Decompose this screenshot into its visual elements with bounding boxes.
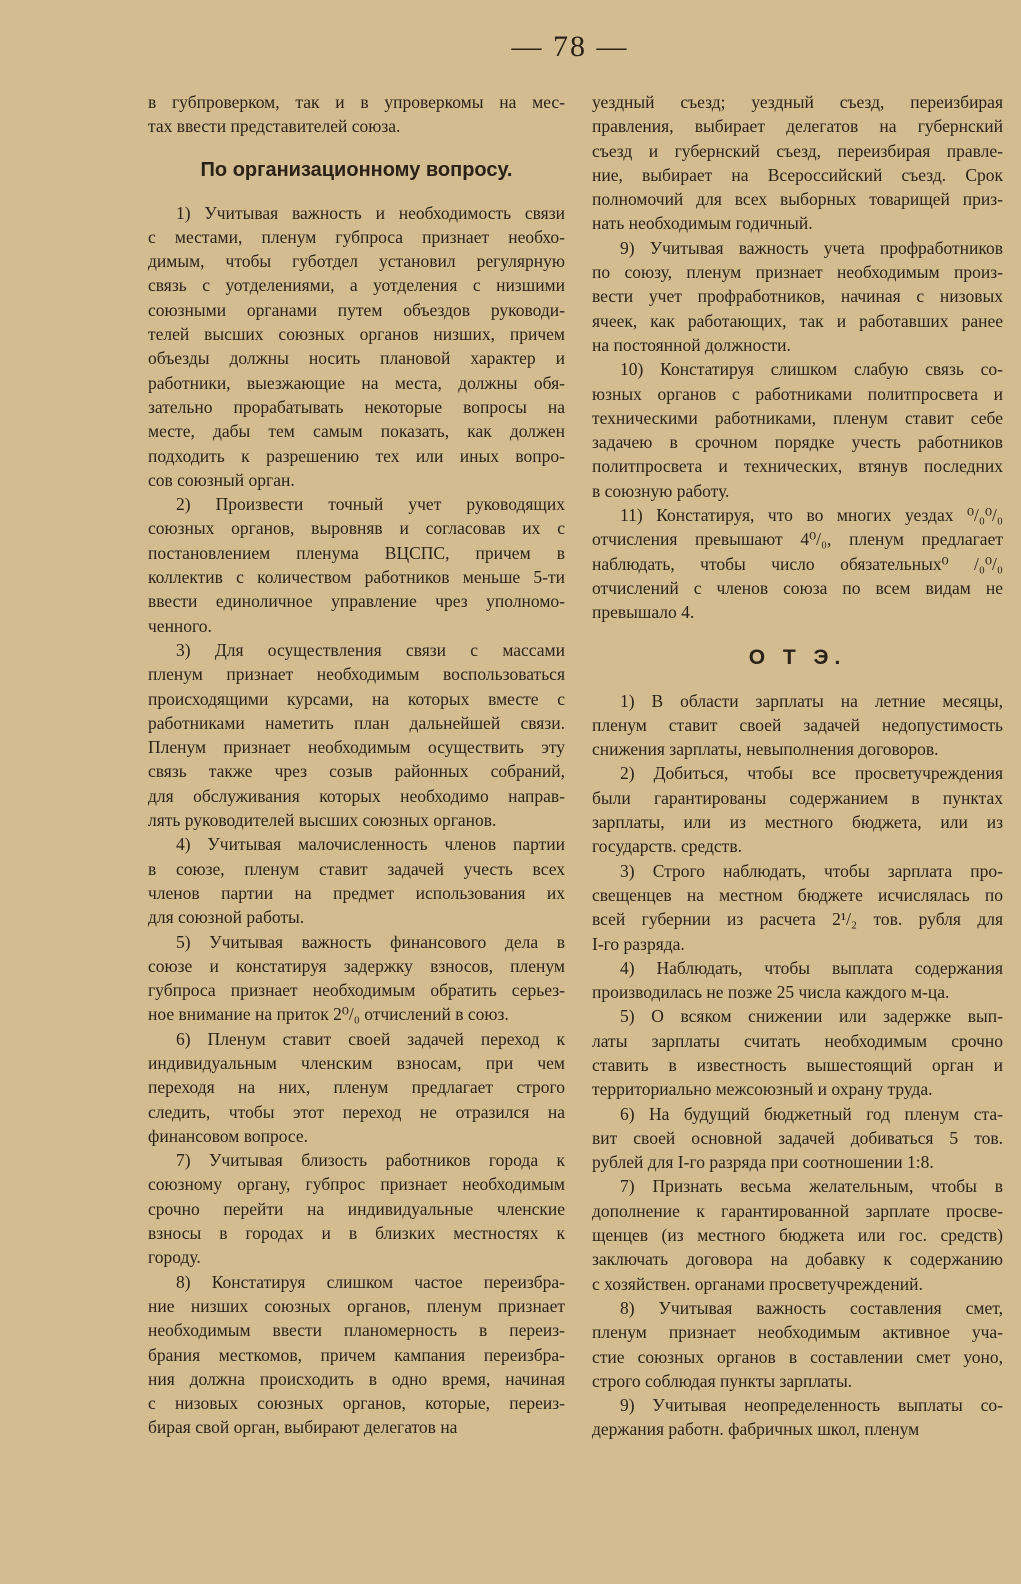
text-line: с низовых союзных органов, которые, переиз- (148, 1393, 565, 1414)
paragraph (592, 90, 1003, 236)
text-line: снижения зарплаты, невыполнения договоров. (592, 739, 939, 760)
text-line: отчислений с членов союза по всем видам не (592, 577, 1003, 598)
text-line: производилась не позже 25 числа каждого м-ца. (592, 982, 950, 1003)
text-line: членов партии на предмет использования их (148, 882, 565, 903)
paragraph (148, 1270, 565, 1440)
paragraph (592, 1004, 1003, 1101)
text-line: 8) Констатируя слишком частое переизбра- (176, 1271, 565, 1292)
text-line: связь также чрез созыв районных собраний, (148, 761, 565, 782)
text-line: происходящими курсами, на которых вместе с (148, 688, 565, 709)
text-line: государств. средств. (592, 836, 742, 857)
section-heading: По организационному вопросу. (200, 158, 513, 181)
text-line: городу. (148, 1247, 201, 1268)
left-column (148, 90, 565, 1440)
paragraph (592, 1174, 1003, 1295)
paragraph (592, 859, 1003, 956)
text-line: 4) Наблюдать, чтобы выплата содержания (620, 957, 1003, 978)
text-line: задачею в срочном порядке учесть работников (592, 432, 1003, 453)
text-line: постановлением пленума ВЦСПС, причем в (148, 542, 565, 563)
text-line: ние, выбирает на Всероссийский съезд. Срок (592, 164, 1003, 185)
text-line: Пленум признает необходимым осуществить эту (148, 737, 565, 758)
paragraph (592, 1296, 1003, 1393)
text-line: отчисления превышают 4⁰/₀, пленум предлагает (592, 529, 1003, 550)
paragraph (592, 761, 1003, 858)
text-line: заключать договора на добавку к содержанию (592, 1249, 1003, 1270)
text-line: пленум признает необходимым активное уча- (592, 1322, 1003, 1343)
text-line: следить, чтобы этот переход не отразился на (148, 1101, 565, 1122)
text-line: техническими работниками, пленум ставит себе (592, 407, 1003, 428)
text-line: 7) Учитывая близость работников города к (176, 1150, 565, 1171)
text-line: нать необходимым годичный. (592, 213, 813, 234)
text-line: в губпроверком, так и в упроверкомы на мес- (148, 92, 565, 112)
text-line: уездный съезд; уездный съезд, переизбирая (592, 92, 1003, 112)
paragraph (148, 90, 565, 139)
text-line: союзному органу, губпрос признает необходимым (148, 1174, 565, 1195)
text-line: вит своей основной задачей добиваться 5 тов. (592, 1127, 1003, 1148)
text-line: 9) Учитывая неопределенность выплаты со- (620, 1395, 1003, 1416)
right-column (592, 90, 1003, 1442)
text-line: 2) Произвести точный учет руководящих (176, 494, 565, 515)
text-line: в союзе, пленум ставит задачей учесть всех (148, 858, 565, 879)
text-line: 3) Строго наблюдать, чтобы зарплата про- (620, 860, 1003, 881)
text-line: ное внимание на приток 2⁰/₀ отчислений в союз. (148, 1004, 509, 1025)
text-line: строго соблюдая пункты зарплаты. (592, 1370, 853, 1391)
text-line: союзных органов, выровняв и согласовав их с (148, 518, 565, 539)
text-line: в союзную работу. (592, 480, 730, 501)
text-line: подходить к разрешению тех или иных вопро- (148, 445, 565, 466)
text-line: 11) Констатируя, что во многих уездах ⁰/₀⁰/₀ (620, 505, 1003, 526)
text-line: превышало 4. (592, 602, 695, 623)
text-line: работниками наметить план дальнейшей связи. (148, 712, 565, 733)
text-line: месте, дабы тем самым показать, как должен (148, 421, 565, 442)
text-line: были гарантированы содержанием в пунктах (592, 787, 1003, 808)
text-line: переходя на них, пленум предлагает строго (148, 1077, 565, 1098)
text-line: свещенцев на местном бюджете исчислялась по (592, 884, 1003, 905)
text-line: вести учет профработников, начиная с низовых (592, 286, 1003, 307)
text-line: по союзу, пленум признает необходимым произ- (592, 262, 1003, 283)
text-line: зарплаты, или из местного бюджета, или из (592, 812, 1003, 833)
text-line: связь с уотделениями, а уотделения с низшими (148, 275, 565, 296)
text-line: 9) Учитывая важность учета профработников (620, 237, 1003, 258)
paragraph (592, 1102, 1003, 1175)
text-line: пленум признает необходимым воспользоваться (148, 664, 565, 685)
text-line: с местами, пленум губпроса признает необхо- (148, 226, 565, 247)
text-line: тах ввести представителей союза. (148, 116, 401, 137)
paragraph (148, 1148, 565, 1269)
text-line: лять руководителей высших союзных органов. (148, 810, 497, 831)
text-line: срочно перейти на индивидуальные членские (148, 1198, 565, 1219)
text-line: 4) Учитывая малочисленность членов партии (176, 834, 565, 855)
text-line: коллектив с количеством работников меньше 5-ти (148, 567, 565, 588)
paragraph (592, 503, 1003, 624)
text-line: латы зарплаты считать необходимым срочно (592, 1030, 1003, 1051)
text-line: правления, выбирает делегатов на губернский (592, 116, 1003, 137)
paragraph (148, 1027, 565, 1148)
text-line: сов союзный орган. (148, 469, 295, 490)
text-line: ния должна происходить в одно время, начиная (148, 1368, 565, 1389)
text-line: ввести единоличное управление чрез уполномо- (148, 591, 565, 612)
text-line: для обслуживания которых необходимо направ- (148, 785, 565, 806)
paragraph (592, 956, 1003, 1005)
text-line: рублей для I-го разряда при соотношении 1:8. (592, 1152, 934, 1173)
text-line: 5) Учитывая важность финансового дела в (176, 931, 565, 952)
text-line: необходимым ввести планомерность в переиз- (148, 1320, 565, 1341)
paragraph (148, 832, 565, 929)
text-line: взносы в городах и в близких местностях к (148, 1223, 565, 1244)
text-line: финансовом вопросе. (148, 1125, 309, 1146)
text-line: 2) Добиться, чтобы все просветучреждения (620, 763, 1003, 784)
text-line: ячеек, как работающих, так и работавших ранее (592, 310, 1003, 331)
text-line: 6) На будущий бюджетный год пленум ста- (620, 1103, 1003, 1124)
paragraph (148, 930, 565, 1027)
text-line: территориально межсоюзный и охрану труда. (592, 1079, 933, 1100)
text-line: 6) Пленум ставит своей задачей переход к (176, 1028, 565, 1049)
paragraph (592, 236, 1003, 357)
text-line: губпроса признает необходимым обратить серьез- (148, 980, 565, 1001)
text-line: наблюдать, чтобы число обязательных⁰ /₀⁰/₀ (592, 553, 1003, 574)
text-line: димым, чтобы губотдел установил регулярную (148, 251, 565, 272)
text-line: ние низших союзных органов, пленум признает (148, 1295, 565, 1316)
text-line: 10) Констатируя слишком слабую связь со- (620, 359, 1003, 380)
text-line: щенцев (из местного бюджета или гос. средств) (592, 1225, 1003, 1246)
text-line: держания работн. фабричных школ, пленум (592, 1419, 920, 1440)
paragraph (148, 638, 565, 832)
text-line: индивидуальным членским взносам, при чем (148, 1052, 565, 1073)
text-line: 1) В области зарплаты на летние месяцы, (620, 690, 1003, 711)
paragraph (592, 689, 1003, 762)
text-line: всей губернии из расчета 2¹/₂ тов. рубля для (592, 909, 1003, 930)
text-line: зательно прорабатывать некоторые вопросы на (148, 396, 565, 417)
text-line: полномочий для всех выборных товарищей приз- (592, 189, 1003, 210)
text-line: I-го разряда. (592, 933, 685, 954)
text-line: союзными органами путем объездов руководи- (148, 299, 565, 320)
text-line: для союзной работы. (148, 907, 305, 928)
text-line: ставить в известность вышестоящий орган и (592, 1054, 1003, 1075)
paragraph (592, 357, 1003, 503)
text-line: с хозяйствен. органами просветучреждений. (592, 1273, 923, 1294)
text-line: 7) Признать весьма желательным, чтобы в (620, 1176, 1003, 1197)
text-line: 3) Для осуществления связи с массами (176, 639, 565, 660)
text-line: объезды должны носить плановой характер и (148, 348, 565, 369)
text-line: телей высших союзных органов низших, причем (148, 324, 565, 345)
text-line: на постоянной должности. (592, 334, 791, 355)
text-line: 5) О всяком снижении или задержке вып- (620, 1006, 1003, 1027)
text-line: ченного. (148, 615, 212, 636)
text-line: работники, выезжающие на места, должны обя- (148, 372, 565, 393)
text-line: 8) Учитывая важность составления смет, (620, 1297, 1003, 1318)
text-line: дополнение к гарантированной зарплате просве- (592, 1200, 1003, 1221)
text-line: юзных органов с работниками политпросвета и (592, 383, 1003, 404)
paragraph (148, 492, 565, 638)
text-line: пленум ставит своей задачей недопустимость (592, 714, 1003, 735)
text-line: съезд и губернский съезд, переизбирая правле- (592, 140, 1003, 161)
text-line: политпросвета и технических, втянув последних (592, 456, 1003, 477)
text-line: союзе и констатируя задержку взносов, пленум (148, 955, 565, 976)
page-number: — 78 — (511, 30, 629, 63)
text-line: брания месткомов, причем кампания переизбра- (148, 1344, 565, 1365)
paragraph (592, 1393, 1003, 1442)
text-line: стие союзных органов в составлении смет уоно, (592, 1346, 1003, 1367)
text-line: бирая свой орган, выбирают делегатов на (148, 1417, 458, 1438)
paragraph (148, 201, 565, 493)
text-line: 1) Учитывая важность и необходимость связи (176, 202, 565, 223)
section-heading: О Т Э. (748, 645, 847, 669)
